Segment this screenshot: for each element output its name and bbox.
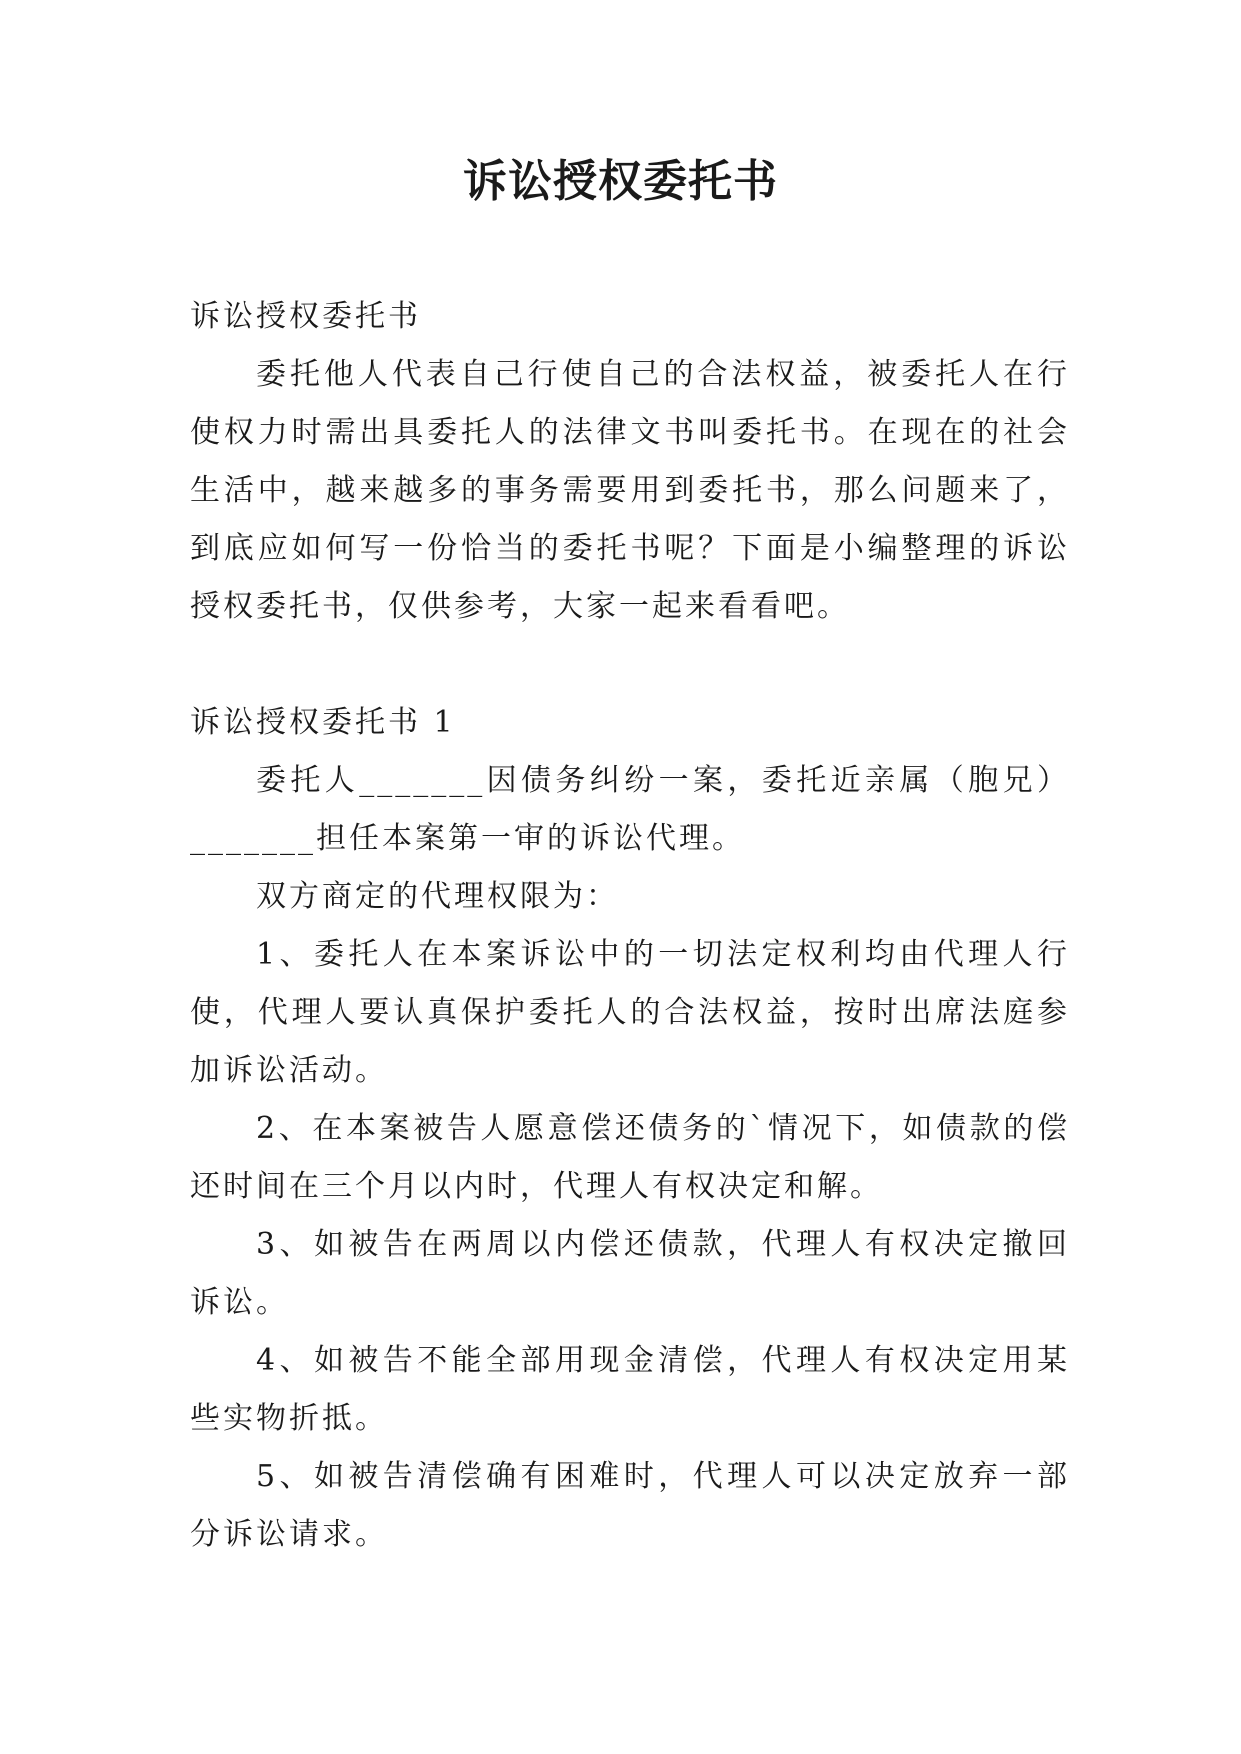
document-title: 诉讼授权委托书 bbox=[463, 156, 778, 207]
intro-heading: 诉讼授权委托书 bbox=[190, 299, 421, 334]
section1-item-1: 1、委托人在本案诉讼中的一切法定权利均由代理人行使，代理人要认真保护委托人的合法权益，按时出席法庭参加诉讼活动。 bbox=[190, 937, 1070, 1088]
section1-paragraph-scope-intro: 双方商定的代理权限为： bbox=[256, 879, 619, 914]
section1-paragraph-delegation: 委托人_______因债务纠纷一案，委托近亲属（胞兄）_______担任本案第一审的诉讼代理。 bbox=[190, 763, 1070, 856]
intro-paragraph: 委托他人代表自己行使自己的合法权益，被委托人在行使权力时需出具委托人的法律文书叫委托书。在现在的社会生活中，越来越多的事务需要用到委托书，那么问题来了，到底应如何写一份恰当的委托书呢？下面是小编整理的诉讼授权委托书，仅供参考，大家一起来看看吧。 bbox=[190, 357, 1070, 624]
document-body bbox=[190, 288, 1070, 1564]
section1-item-4: 4、如被告不能全部用现金清偿，代理人有权决定用某些实物折抵。 bbox=[190, 1343, 1070, 1436]
section1-item-2: 2、在本案被告人愿意偿还债务的`情况下，如债款的偿还时间在三个月以内时，代理人有权决定和解。 bbox=[190, 1111, 1070, 1204]
section-spacer bbox=[190, 636, 1070, 694]
section1-item-5: 5、如被告清偿确有困难时，代理人可以决定放弃一部分诉讼请求。 bbox=[190, 1459, 1070, 1552]
section1-item-3: 3、如被告在两周以内偿还债款，代理人有权决定撤回诉讼。 bbox=[190, 1227, 1070, 1320]
section1-heading: 诉讼授权委托书 1 bbox=[190, 705, 456, 740]
